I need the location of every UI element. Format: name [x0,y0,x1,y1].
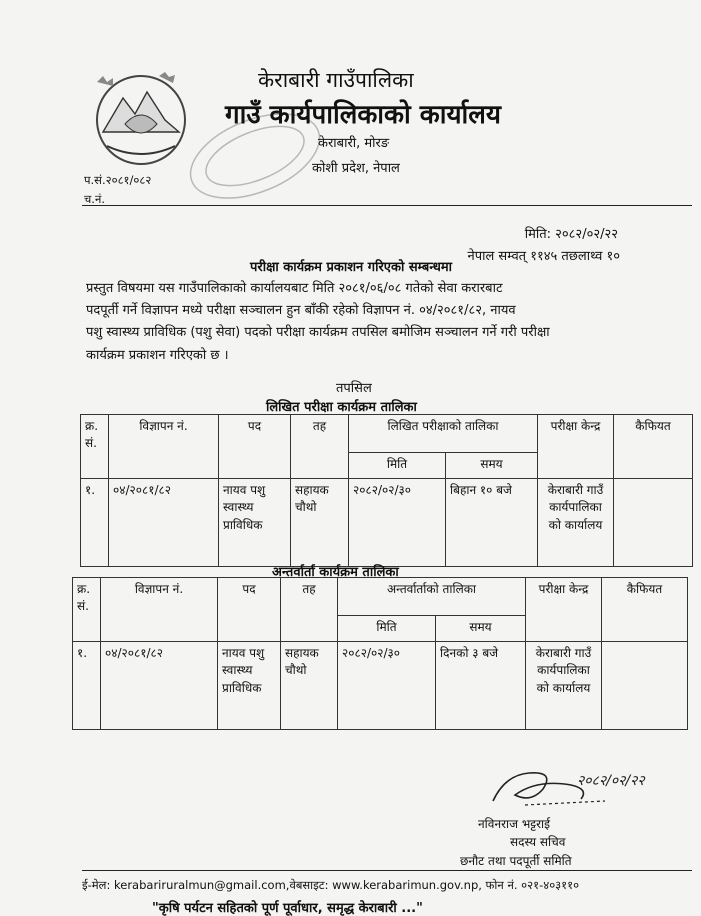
cell-remarks [602,642,688,730]
header-level: तह [281,578,338,642]
nepal-sambat-date: नेपाल सम्वत् ११४५ तछलाथ्व १० [467,249,620,264]
header-serial: क्र. सं. [73,578,101,642]
body-line-3: पशु स्वास्थ्य प्राविधिक (पशु सेवा) पदको परीक्षा कार्यक्रम तपसिल बमोजिम सञ्चालन गर्ने गरी परीक्षा [86,325,550,340]
cell-date: २०८२/०२/३० [349,479,446,567]
header-post: पद [219,415,291,479]
header-level: तह [291,415,349,479]
header-remarks: कैफियत [602,578,688,642]
header-time: समय [446,453,538,479]
cell-post: नायव पशु स्वास्थ्य प्राविधिक [219,479,291,567]
cell-ad-no: ०४/२०८१/८२ [101,642,218,730]
table-row [73,642,688,730]
table-row [81,479,693,567]
body-line-4: कार्यक्रम प्रकाशन गरिएको छ । [86,348,229,363]
header-divider [82,205,692,206]
signature-date: २०८२/०२/२२ [577,773,645,789]
body-line-2: पदपूर्ती गर्ने विज्ञापन मध्ये परीक्षा सञ्चालन हुन बाँकी रहेको विज्ञापन नं. ०४/२०८१/८२, नायव [86,303,516,318]
dispatch-number: च.नं. [84,192,105,206]
cell-serial: १. [81,479,109,567]
header-ad-no: विज्ञापन नं. [101,578,218,642]
footer-contact: ई-मेल: kerabariruralmun@gmail.com,वेबसाइट: www.kerabarimun.gov.np, फोन नं. ०२१-४०३११० [82,878,580,892]
cell-ad-no: ०४/२०८१/८२ [109,479,219,567]
header-center: परीक्षा केन्द्र [538,415,614,479]
signatory-role: सदस्य सचिव [510,835,566,849]
signatory-name: नविनराज भट्टराई [478,817,551,831]
reference-number: प.सं.२०८१/०८२ [84,173,152,187]
letter-date: मिति: २०८२/०२/२२ [524,227,618,242]
interview-table-caption: अन्तर्वार्ता कार्यक्रम तालिका [272,565,399,580]
written-table-caption: लिखित परीक्षा कार्यक्रम तालिका [266,400,417,415]
cell-time: दिनको ३ बजे [436,642,526,730]
cell-serial: १. [73,642,101,730]
municipality-name: केराबारी गाउँपालिका [258,68,414,92]
cell-remarks [614,479,693,567]
header-post: पद [218,578,281,642]
tapasil-heading: तपसिल [336,381,372,396]
written-exam-table [80,414,693,567]
address-line-2: कोशी प्रदेश, नेपाल [312,161,400,176]
handwritten-signature [485,755,675,815]
cell-date: २०८२/०२/३० [338,642,436,730]
header-serial: क्र. सं. [81,415,109,479]
cell-center: केराबारी गाउँ कार्यपालिका को कार्यालय [526,642,602,730]
cell-time: बिहान १० बजे [446,479,538,567]
letter-subject: परीक्षा कार्यक्रम प्रकाशन गरिएको सम्बन्धमा [250,260,453,275]
footer-divider [82,870,692,871]
office-name: गाउँ कार्यपालिकाको कार्यालय [225,100,501,130]
footer-motto: "कृषि पर्यटन सहितको पूर्ण पूर्वाधार, समृद्ध केराबारी ..." [152,901,423,916]
body-line-1: प्रस्तुत विषयमा यस गाउँपालिकाको कार्यालयबाट मिति २०८१/०६/०८ गतेको सेवा करारबाट [86,281,503,296]
header-time: समय [436,616,526,642]
header-date: मिति [338,616,436,642]
cell-level: सहायक चौथो [281,642,338,730]
cell-center: केराबारी गाउँ कार्यपालिका को कार्यालय [538,479,614,567]
header-date: मिति [349,453,446,479]
header-ad-no: विज्ञापन नं. [109,415,219,479]
header-schedule: लिखित परीक्षाको तालिका [349,415,538,453]
header-schedule: अन्तर्वार्ताको तालिका [338,578,526,616]
cell-level: सहायक चौथो [291,479,349,567]
signatory-committee: छनौट तथा पदपूर्ती समिति [460,854,572,868]
cell-post: नायव पशु स्वास्थ्य प्राविधिक [218,642,281,730]
header-center: परीक्षा केन्द्र [526,578,602,642]
header-remarks: कैफियत [614,415,693,479]
address-line-1: केराबारी, मोरङ [318,136,390,151]
interview-table [72,577,688,730]
